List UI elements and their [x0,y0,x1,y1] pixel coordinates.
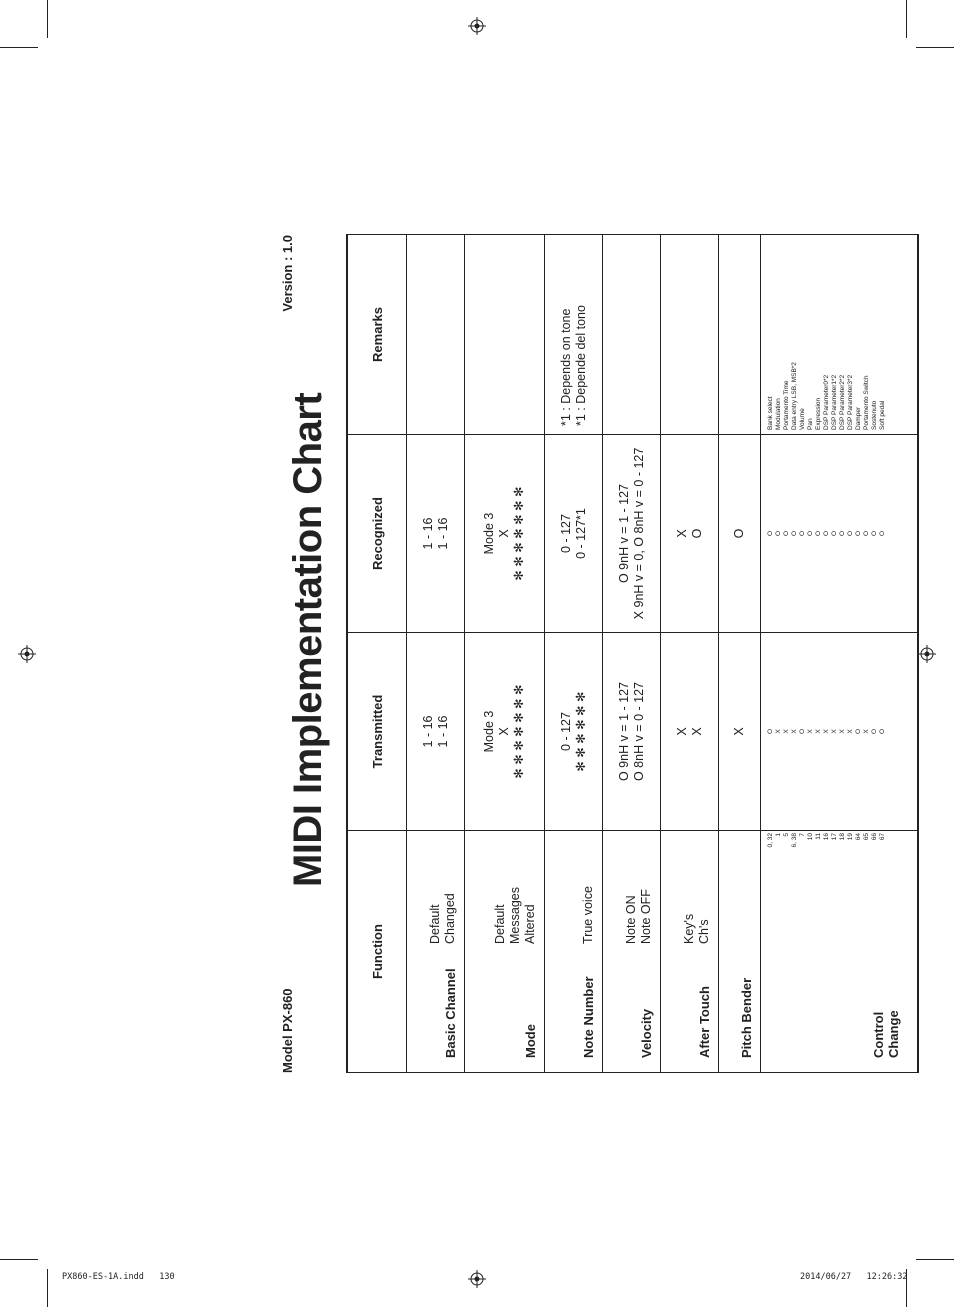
cc-recognized: O [871,530,878,537]
header-transmitted: Transmitted [347,633,407,831]
recognized-cell [761,435,919,633]
remarks-value: *1 : Depends on tone [558,308,573,426]
cc-transmitted: X [815,729,822,734]
recognized-value: Mode 3 [482,512,496,555]
transmitted-value: ✻ ✻ ✻ ✻ ✻ ✻ [573,691,588,772]
cc-number: 66 [871,833,878,841]
midi-table [346,234,919,1073]
cc-transmitted: O [799,728,806,735]
function-cell [465,831,545,1073]
function-sub: Altered [523,904,537,944]
cc-remark: Damper [855,406,862,430]
cc-number: 65 [863,833,870,841]
remarks-cell [761,235,919,435]
transmitted-value: X [674,727,689,736]
table-row [719,235,761,1073]
recognized-value: O [689,528,704,539]
function-category: After Touch [697,986,712,1058]
transmitted-value: X [497,727,511,736]
recognized-cell [407,435,465,633]
cc-recognized: O [791,530,798,537]
transmitted-cell [661,633,719,831]
registration-mark-icon [18,645,36,663]
transmitted-value: 1 - 16 [420,715,435,748]
cc-transmitted: X [831,729,838,734]
cc-number: 5 [783,833,790,837]
remarks-cell [603,235,661,435]
recognized-value: O 9nH v = 1 - 127 [616,484,631,584]
cc-number: 10 [807,833,814,841]
header-remarks: Remarks [347,235,407,435]
cc-number: 1 [775,833,782,837]
slug-file: PX860-ES-1A.indd 130 [62,1272,175,1282]
recognized-value: O [732,528,746,539]
cc-transmitted: O [767,728,774,735]
cc-recognized: O [879,530,886,537]
remarks-value: *1 : Depende del tono [573,305,588,426]
model-label: Model PX-860 [280,988,295,1073]
transmitted-value: ✻ ✻ ✻ ✻ ✻ ✻ ✻ [512,684,526,779]
cc-number: 7 [799,833,806,837]
cc-transmitted: X [847,729,854,734]
cc-recognized: O [783,530,790,537]
cc-transmitted: O [871,728,878,735]
page-title: MIDI Implementation Chart [286,392,330,887]
cc-number: 0, 32 [767,833,774,848]
cc-transmitted: X [863,729,870,734]
crop-mark [47,1269,48,1307]
transmitted-value: 0 - 127 [558,712,573,751]
cc-remark: DSP Parameter0*2 [823,374,830,430]
transmitted-value: Mode 3 [482,710,496,753]
registration-mark-icon [918,645,936,663]
function-sub: Default [428,904,442,944]
remarks-cell [465,235,545,435]
cc-number: 6, 38 [791,833,798,848]
cc-recognized: O [775,530,782,537]
cc-remark: Soft pedal [879,400,886,430]
version-label: Version : 1.0 [280,235,295,312]
recognized-value: X [674,529,689,538]
crop-mark [906,0,907,38]
cc-number: 11 [815,833,822,840]
registration-mark-icon [468,17,486,35]
function-sub: Messages [508,887,522,944]
function-category: Note Number [581,976,596,1058]
recognized-value: X 9nH v = 0, O 8nH v = 0 - 127 [631,447,646,620]
recognized-value: ✻ ✻ ✻ ✻ ✻ ✻ ✻ [512,486,526,581]
cc-remark: Volume [799,408,806,430]
crop-mark [0,1259,38,1260]
cc-transmitted: X [783,729,790,734]
transmitted-cell [761,633,919,831]
cc-remark: DSP Parameter1*2 [831,374,838,430]
cc-remark: DSP Parameter3*2 [847,374,854,430]
cc-remark: DSP Parameter2*2 [839,374,846,430]
recognized-cell [603,435,661,633]
cc-recognized: O [847,530,854,537]
header-recognized: Recognized [347,435,407,633]
transmitted-cell [407,633,465,831]
cc-transmitted: X [823,729,830,734]
crop-mark [0,47,38,48]
cc-number: 18 [839,833,846,841]
table-row [407,235,465,1073]
function-category: Mode [523,1024,538,1058]
crop-mark [916,1259,954,1260]
function-sub: Key's [682,913,696,944]
table-row [761,235,919,1073]
function-cell [603,831,661,1073]
registration-mark-icon [468,1270,486,1288]
recognized-value: 1 - 16 [435,517,450,550]
recognized-value: X [497,529,511,538]
cc-remark: Data entry LSB, MSB*2 [791,362,798,430]
transmitted-cell [603,633,661,831]
cc-remark: Portamento Time [783,380,790,430]
cc-number: 67 [879,833,886,841]
function-cell [407,831,465,1073]
cc-transmitted: X [807,729,814,734]
function-cell [761,831,919,1073]
cc-remark: Sostenuto [871,400,878,430]
cc-remark: Portamento Switch [863,375,870,430]
cc-remark: Bank select [767,396,774,430]
recognized-value: 0 - 127 [558,514,573,553]
cc-recognized: O [823,530,830,537]
cc-remark: Pan [807,418,814,430]
slug-timestamp: 2014/06/27 12:26:32 [800,1272,908,1282]
crop-mark [47,0,48,38]
table-row [603,235,661,1073]
cc-recognized: O [799,530,806,537]
function-category: Basic Channel [443,968,458,1058]
remarks-cell [545,235,603,435]
cc-transmitted: X [839,729,846,734]
function-sub: True voice [581,886,595,944]
transmitted-value: X [689,727,704,736]
function-category: Velocity [639,1008,654,1058]
table-row [465,235,545,1073]
transmitted-cell [719,633,761,831]
cc-recognized: O [855,530,862,537]
function-sub: Default [493,904,507,944]
crop-mark [916,47,954,48]
function-sub: Note OFF [639,889,653,944]
remarks-cell [719,235,761,435]
cc-transmitted: X [791,729,798,734]
recognized-cell [465,435,545,633]
cc-transmitted: O [855,728,862,735]
function-sub: Ch's [697,919,711,944]
table-row [545,235,603,1073]
transmitted-cell [465,633,545,831]
function-cell [545,831,603,1073]
recognized-cell [661,435,719,633]
transmitted-value: O 9nH v = 1 - 127 [616,682,631,782]
cc-recognized: O [815,530,822,537]
cc-number: 17 [831,833,838,841]
function-sub: Changed [443,893,457,944]
cc-recognized: O [839,530,846,537]
header-function: Function [347,831,407,1073]
recognized-cell [545,435,603,633]
function-category: Control Change [871,1010,901,1058]
transmitted-value: O 8nH v = 0 - 127 [631,682,646,782]
function-cell [661,831,719,1073]
transmitted-cell [545,633,603,831]
cc-remark: Modulation [775,398,782,430]
cc-number: 64 [855,833,862,841]
table-row [661,235,719,1073]
cc-transmitted: O [879,728,886,735]
header-row [347,235,407,1073]
recognized-cell [719,435,761,633]
cc-recognized: O [767,530,774,537]
recognized-value: 0 - 127*1 [573,508,588,559]
cc-recognized: O [831,530,838,537]
cc-transmitted: X [775,729,782,734]
function-sub: Note ON [624,895,638,944]
midi-chart [280,235,919,1073]
function-cell [719,831,761,1073]
transmitted-value: X [732,727,746,736]
function-category: Pitch Bender [739,977,754,1058]
remarks-cell [661,235,719,435]
cc-recognized: O [863,530,870,537]
transmitted-value: 1 - 16 [435,715,450,748]
remarks-cell [407,235,465,435]
cc-number: 19 [847,833,854,841]
cc-recognized: O [807,530,814,537]
cc-number: 16 [823,833,830,841]
cc-remark: Expression [815,397,822,430]
recognized-value: 1 - 16 [420,517,435,550]
